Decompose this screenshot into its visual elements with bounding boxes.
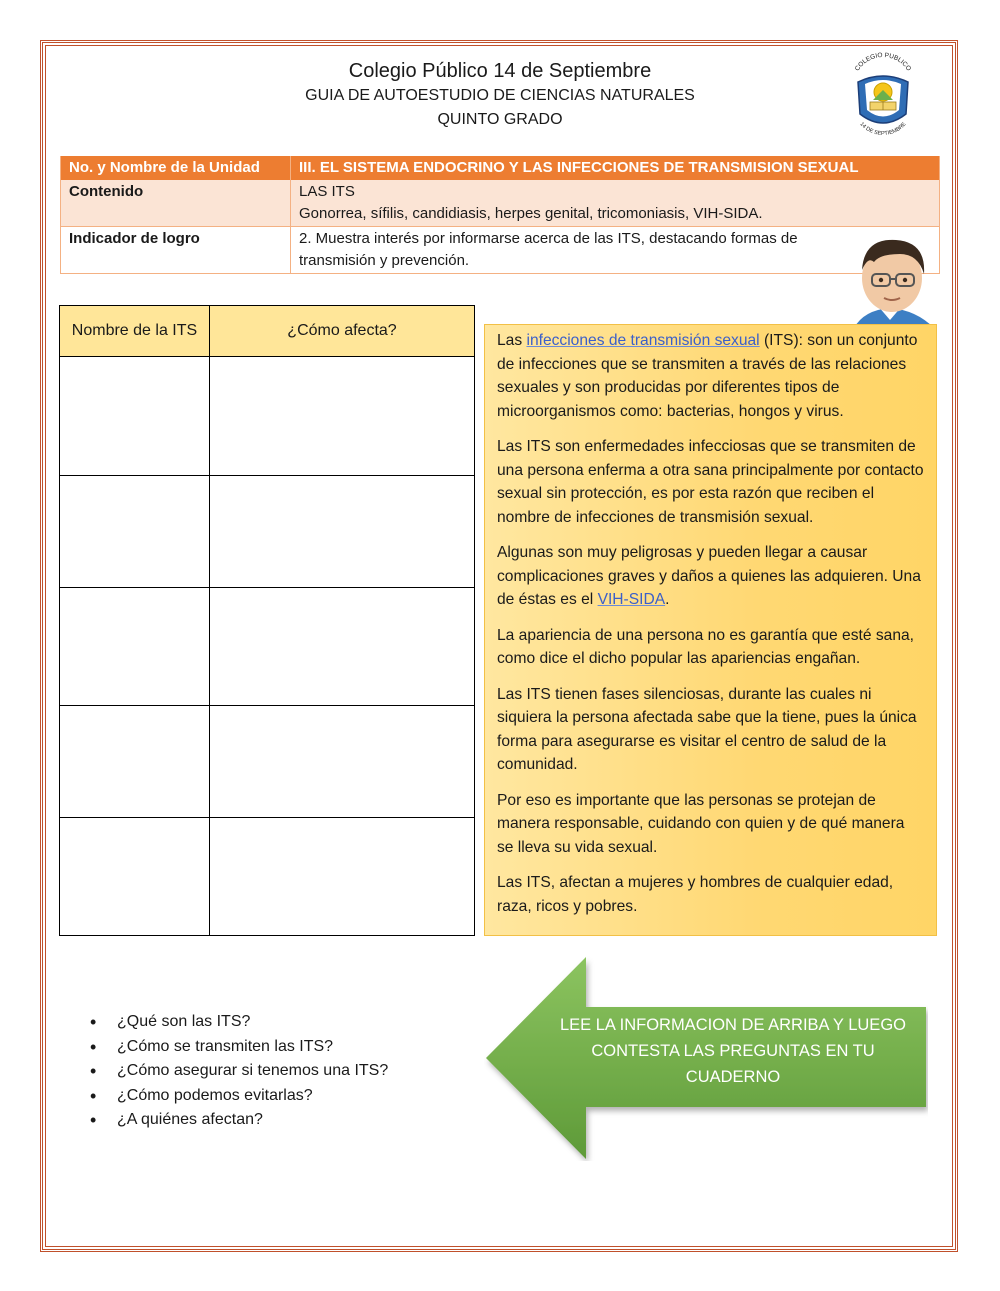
list-item: • ¿Cómo podemos evitarlas? [90,1084,388,1109]
table-row [60,476,475,588]
info-paragraph-4: La apariencia de una persona no es garantía que esté sana, como dice el dicho popular las apariencias engañan. [497,626,915,667]
its-effect-cell[interactable] [210,476,475,588]
info-box [484,324,937,936]
svg-text:14 DE SEPTIEMBRE: 14 DE SEPTIEMBRE [858,121,908,137]
info-text: . [665,591,670,608]
table-row [60,588,475,706]
its-effect-cell[interactable] [210,818,475,936]
its-header-row [60,306,475,357]
its-link[interactable]: infecciones de transmisión sexual [526,332,760,349]
list-item: • ¿Cómo asegurar si tenemos una ITS? [90,1059,388,1084]
content-line-2: Gonorrea, sífilis, candidiasis, herpes genital, tricomoniasis, VIH-SIDA. [299,205,763,222]
its-name-cell[interactable] [60,818,210,936]
unit-info-table [60,156,940,274]
arrow-line-2: CONTESTA LAS PREGUNTAS EN TU [591,1042,875,1060]
its-effect-cell[interactable] [210,357,475,476]
info-text: Algunas son muy peligrosas y pueden llegar a causar complicaciones graves y daños a quienes las adquieren. Una de éstas es el [497,544,921,608]
arrow-line-1: LEE LA INFORMACION DE ARRIBA Y LUEGO [559,1016,906,1034]
indicator-label: Indicador de logro [61,227,291,274]
content-row [61,180,940,227]
table-row [60,706,475,818]
info-text: Las [497,332,527,349]
indicator-line-1: 2. Muestra interés por informarse acerca de las ITS, destacando formas de [299,230,798,247]
info-text: (ITS): son un conjunto de infecciones que se transmiten a través de las relaciones sexuales y son producidas por diferentes tipos de microorganismos como: bacterias, hongos y virus. [497,332,918,420]
info-paragraph-6: Por eso es importante que las personas se protejan de manera responsable, cuidando con quien y de qué manera se lleva su vida sexual. [497,791,905,856]
arrow-line-3: CUADERNO [685,1068,781,1086]
its-name-cell[interactable] [60,588,210,706]
arrow-instruction [548,1012,918,1090]
its-name-cell[interactable] [60,357,210,476]
vih-sida-link[interactable]: VIH-SIDA [597,591,666,608]
its-effect-cell[interactable] [210,706,475,818]
its-effect-cell[interactable] [210,588,475,706]
content-value [291,180,940,227]
its-name-cell[interactable] [60,476,210,588]
indicator-row [61,227,940,274]
school-logo [846,52,920,144]
its-name-cell[interactable] [60,706,210,818]
info-paragraph-5: Las ITS tienen fases silenciosas, durante las cuales ni siquiera la persona afectada sabe que la tiene, pues la única forma para asegurarse es visitar el centro de salud de la comunidad. [497,685,917,773]
info-paragraph-7: Las ITS, afectan a mujeres y hombres de cualquier edad, raza, ricos y pobres. [497,874,894,915]
table-row [60,357,475,476]
info-paragraph-3 [497,541,924,612]
info-paragraph-1 [497,329,924,423]
its-name-header: Nombre de la ITS [60,306,210,357]
grade-title: QUINTO GRADO [437,111,563,128]
its-worksheet-table [59,305,475,936]
info-paragraph-2: Las ITS son enfermedades infecciosas que se transmiten de una persona enferma a otra sana principalmente por contacto sexual sin protección, es por esta razón que reciben el nombre de infecciones de transmisión sexual. [497,438,924,526]
content-line-1: LAS ITS [299,183,355,200]
indicator-line-2: transmisión y prevención. [299,252,470,269]
school-name: Colegio Público 14 de Septiembre [348,60,652,82]
student-avatar-icon [834,232,946,328]
unit-row [61,156,940,180]
list-item: • ¿A quiénes afectan? [90,1108,388,1133]
svg-text:COLEGIO PUBLICO: COLEGIO PUBLICO [853,52,913,73]
guide-title: GUIA DE AUTOESTUDIO DE CIENCIAS NATURALES [305,87,695,104]
list-item: • ¿Qué son las ITS? [90,1010,388,1035]
content-label: Contenido [61,180,291,227]
table-row [60,818,475,936]
unit-value: III. EL SISTEMA ENDOCRINO Y LAS INFECCIONES DE TRANSMISION SEXUAL [291,156,940,180]
list-item: • ¿Cómo se transmiten las ITS? [90,1035,388,1060]
unit-label: No. y Nombre de la Unidad [61,156,291,180]
its-effect-header: ¿Cómo afecta? [210,306,475,357]
questions-list [90,1010,388,1133]
